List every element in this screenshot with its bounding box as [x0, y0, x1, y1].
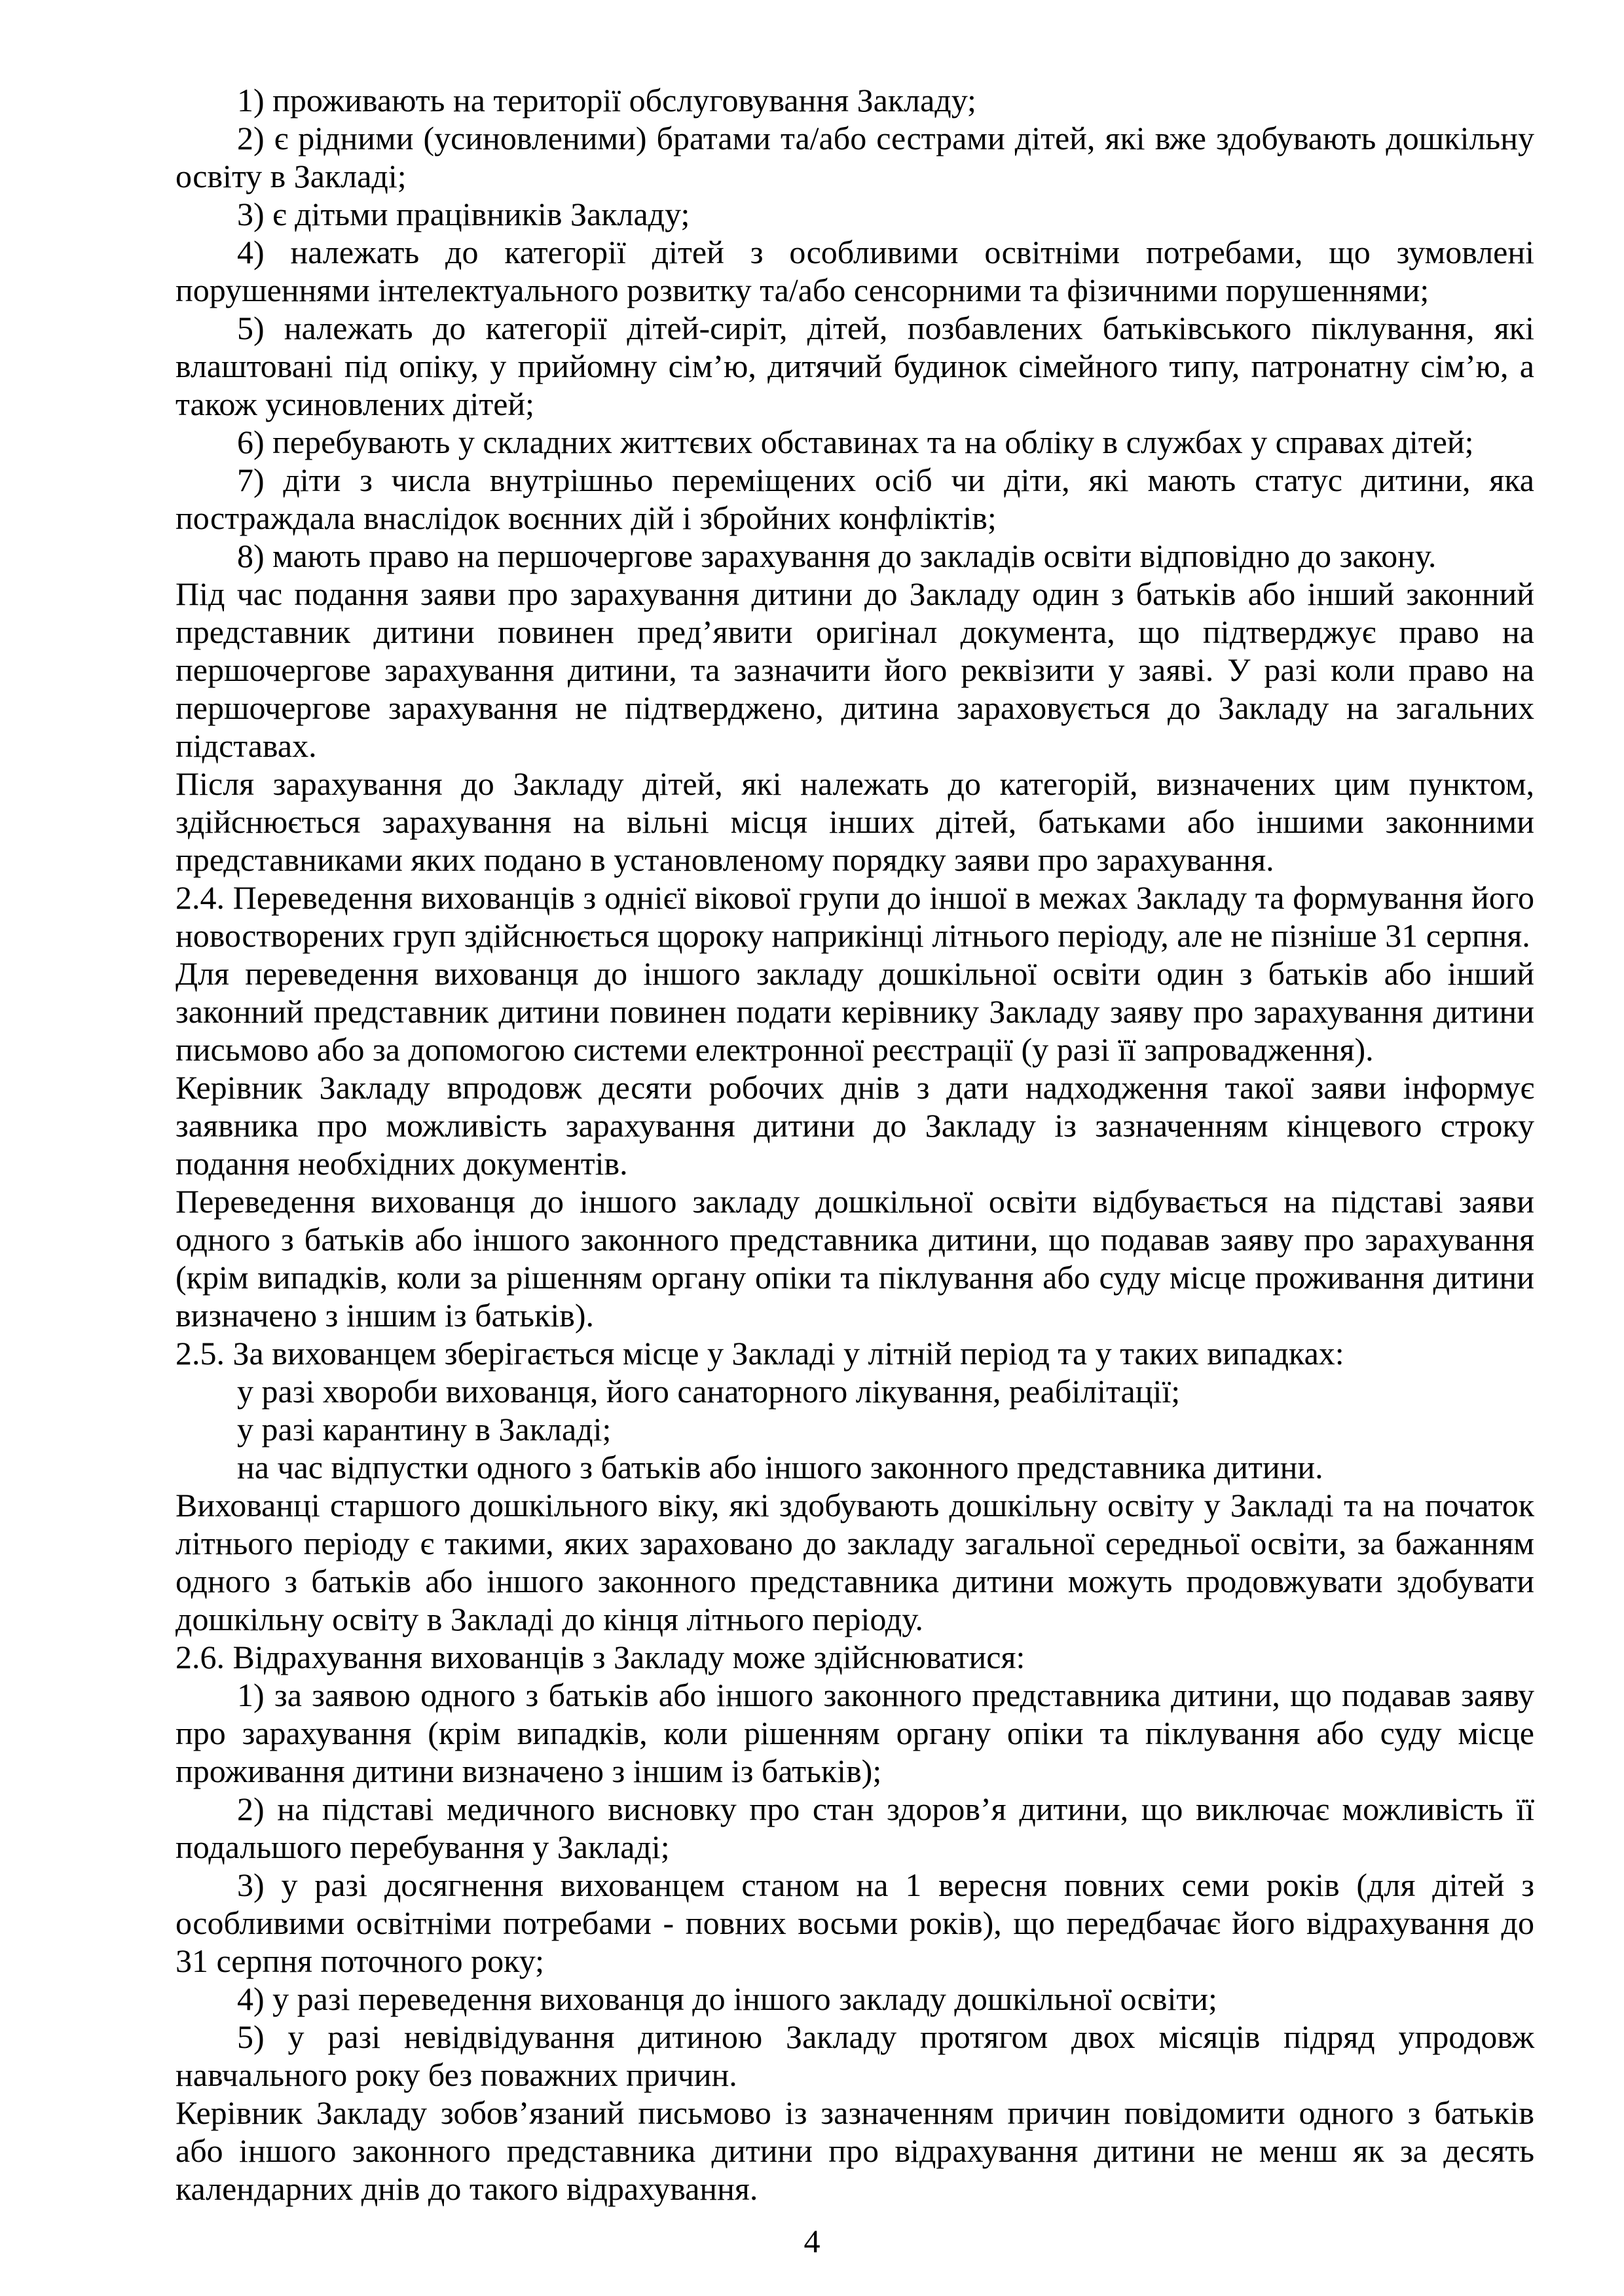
page-number: 4: [803, 2223, 821, 2259]
paragraph: 3) у разі досягнення вихованцем станом на 1 вересня повних семи років (для дітей з особливими освітніми потребами - повних восьми років), що передбачає його відрахування до 31 серпня поточного року;: [175, 1867, 1534, 1979]
paragraph: 2.5. За вихованцем зберігається місце у Закладі у літній період та у таких випадках:: [175, 1335, 1344, 1372]
paragraph: 1) за заявою одного з батьків або іншого законного представника дитини, що подавав заяву про зарахування (крім випадків, коли рішенням органу опіки та піклування або суду місце проживання дитини визначено з іншим із батьків);: [175, 1677, 1534, 1789]
paragraph: 2.4. Переведення вихованців з однієї вікової групи до іншої в межах Закладу та формування його новостворених груп здійснюється щороку наприкінці літнього періоду, але не пізніше 31 серпня.: [175, 879, 1534, 954]
paragraph: у разі карантину в Закладі;: [237, 1411, 612, 1448]
paragraph: 2) є рідними (усиновленими) братами та/або сестрами дітей, які вже здобувають дошкільну освіту в Закладі;: [175, 120, 1534, 194]
paragraph: 5) у разі невідвідування дитиною Закладу протягом двох місяців підряд упродовж навчального року без поважних причин.: [175, 2018, 1534, 2093]
paragraph: Керівник Закладу впродовж десяти робочих днів з дати надходження такої заяви інформує заявника про можливість зарахування дитини до Закладу із зазначенням кінцевого строку подання необхідних документів.: [175, 1069, 1534, 1182]
paragraph: 4) у разі переведення вихованця до іншого закладу дошкільної освіти;: [237, 1980, 1217, 2017]
paragraph: 3) є дітьми працівників Закладу;: [237, 196, 690, 232]
paragraph: Під час подання заяви про зарахування дитини до Закладу один з батьків або інший законний представник дитини повинен пред’явити оригінал документа, що підтверджує право на першочергове зарахування дитини, та зазначити його реквізити у заяві. У разі коли право на першочергове зарахування не підтверджено, дитина зараховується до Закладу на загальних підставах.: [175, 575, 1534, 764]
paragraph: 5) належать до категорії дітей-сиріт, дітей, позбавлених батьківського піклування, які влаштовані під опіку, у прийомну сім’ю, дитячий будинок сімейного типу, патронатну сім’ю, а також усиновлених дітей;: [175, 310, 1534, 422]
paragraph: 4) належать до категорії дітей з особливими освітніми потребами, що зумовлені порушеннями інтелектуального розвитку та/або сенсорними та фізичними порушеннями;: [175, 234, 1534, 308]
paragraph: Для переведення вихованця до іншого закладу дошкільної освіти один з батьків або інший законний представник дитини повинен подати керівнику Закладу заяву про зарахування дитини письмово або за допомогою системи електронної реєстрації (у разі її запровадження).: [175, 955, 1534, 1068]
document-body: [175, 81, 1534, 2208]
paragraph: 6) перебувають у складних життєвих обставинах та на обліку в службах у справах дітей;: [237, 424, 1474, 460]
paragraph: Вихованці старшого дошкільного віку, які здобувають дошкільну освіту у Закладі та на початок літнього періоду є такими, яких зараховано до закладу загальної середньої освіти, за бажанням одного з батьків або іншого законного представника дитини можуть продовжувати здобувати дошкільну освіту в Закладі до кінця літнього періоду.: [175, 1487, 1534, 1637]
paragraph: Переведення вихованця до іншого закладу дошкільної освіти відбувається на підставі заяви одного з батьків або іншого законного представника дитини, що подавав заяву про зарахування (крім випадків, коли за рішенням органу опіки та піклування або суду місце проживання дитини визначено з іншим із батьків).: [175, 1183, 1534, 1334]
paragraph: 2) на підставі медичного висновку про стан здоров’я дитини, що виключає можливість її подальшого перебування у Закладі;: [175, 1791, 1534, 1865]
paragraph: Після зарахування до Закладу дітей, які належать до категорій, визначених цим пунктом, здійснюється зарахування на вільні місця інших дітей, батьками або іншими законними представниками яких подано в установленому порядку заяви про зарахування.: [175, 765, 1534, 878]
paragraph: у разі хвороби вихованця, його санаторного лікування, реабілітації;: [237, 1373, 1181, 1410]
paragraph: 7) діти з числа внутрішньо переміщених осіб чи діти, які мають статус дитини, яка постраждала внаслідок воєнних дій і збройних конфліктів;: [175, 462, 1534, 536]
paragraph: 2.6. Відрахування вихованців з Закладу може здійснюватися:: [175, 1639, 1025, 1675]
paragraph: Керівник Закладу зобов’язаний письмово із зазначенням причин повідомити одного з батьків або іншого законного представника дитини про відрахування дитини не менш як за десять календарних днів до такого відрахування.: [175, 2094, 1534, 2207]
paragraph: на час відпустки одного з батьків або іншого законного представника дитини.: [237, 1449, 1323, 1485]
paragraph: 8) мають право на першочергове зарахування до закладів освіти відповідно до закону.: [237, 538, 1437, 574]
paragraph: 1) проживають на території обслуговування Закладу;: [237, 82, 976, 118]
